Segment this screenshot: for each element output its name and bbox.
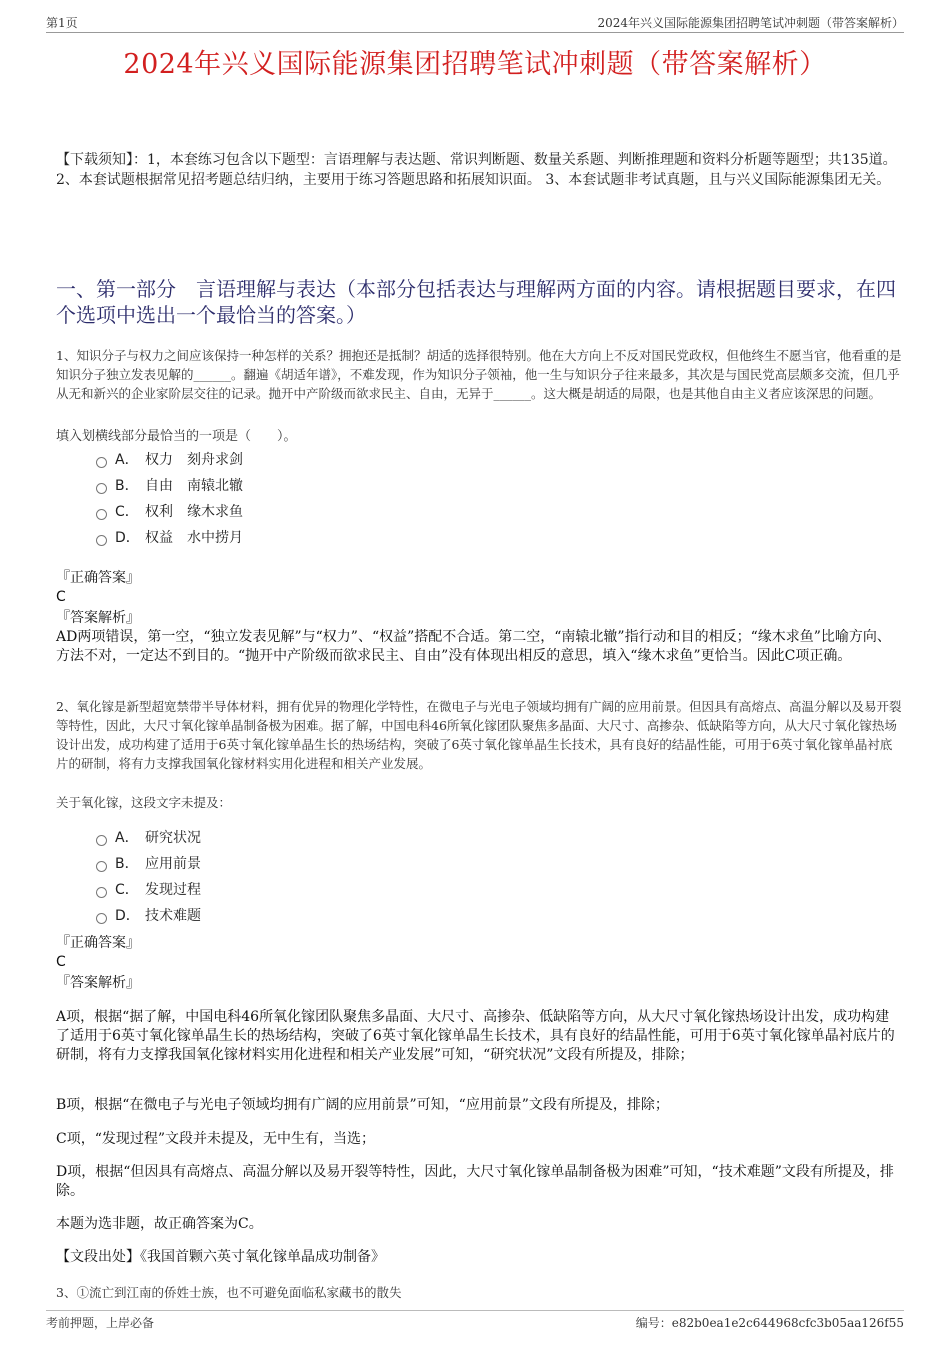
option-d[interactable]: D． 权益 水中捞月 (96, 524, 243, 550)
section-heading: 一、第一部分 言语理解与表达（本部分包括表达与理解两方面的内容。请根据题目要求，在四个选项中选出一个最恰当的答案。） (56, 277, 896, 327)
option-d[interactable]: D． 技术难题 (96, 902, 201, 928)
analysis-option-c: C项，“发现过程”文段并未提及，无中生有，当选； (56, 1131, 376, 1147)
footer-divider (46, 1310, 904, 1311)
option-b[interactable]: B． 自由 南辕北辙 (96, 472, 243, 498)
page-number: 第1页 (46, 16, 78, 30)
radio-icon[interactable] (96, 509, 107, 520)
question-1-options (96, 446, 243, 550)
header-divider (46, 32, 904, 33)
passage-source: 【文段出处】《我国首颗六英寸氧化镓单晶成功制备》 (56, 1249, 385, 1265)
document-code: 编号：e82b0ea1e2c644968cfc3b05aa126f55 (635, 1316, 904, 1330)
question-1-prompt: 填入划横线部分最恰当的一项是（ ）。 (56, 429, 297, 444)
analysis-label: 『答案解析』 (56, 610, 140, 626)
header-doc-title: 2024年兴义国际能源集团招聘笔试冲刺题（带答案解析） (597, 16, 904, 30)
radio-icon[interactable] (96, 835, 107, 846)
analysis-option-b: B项，根据“在微电子与光电子领域均拥有广阔的应用前景”可知，“应用前景”文段有所提及，排除； (56, 1097, 669, 1113)
question-2-text: 2、氧化镓是新型超宽禁带半导体材料，拥有优异的物理化学特性，在微电子与光电子领域均拥有广阔的应用前景。但因具有高熔点、高温分解以及易开裂等特性，因此，大尺寸氧化镓单晶制备极为困难。据了解，中国电科46所氧化镓团队聚焦多晶面、大尺寸、高掺杂、低缺陷等方向，从大尺寸氧化镓热场设计出发，成功构建了适用于6英寸氧化镓单晶生长的热场结构，突破了6英寸氧化镓单晶生长技术，具有良好的结晶性能，可用于6英寸氧化镓单晶衬底片的研制，将有力支撑我国氧化镓材料实用化进程和相关产业发展。 (56, 699, 902, 771)
analysis-option-a: A项，根据“据了解，中国电科46所氧化镓团队聚焦多晶面、大尺寸、高掺杂、低缺陷等方向，从大尺寸氧化镓热场设计出发，成功构建了适用于6英寸氧化镓单晶生长的热场结构，突破了6英寸氧化镓单晶生长技术，具有良好的结晶性能，可用于6英寸氧化镓单晶衬底片的研制，将有力支撑我国氧化镓材料实用化进程和相关产业发展”可知，“研究状况”文段有所提及，排除； (56, 1009, 895, 1063)
option-c[interactable]: C． 发现过程 (96, 876, 201, 902)
radio-icon[interactable] (96, 913, 107, 924)
radio-icon[interactable] (96, 861, 107, 872)
option-a[interactable]: A． 研究状况 (96, 824, 201, 850)
option-a[interactable]: A． 权力 刻舟求剑 (96, 446, 243, 472)
download-notice: 【下载须知】：1，本套练习包含以下题型：言语理解与表达题、常识判断题、数量关系题、判断推理题和资料分析题等题型；共135道。 2、本套试题根据常见招考题总结归纳，主要用于练习答题思路和拓展知识面。 3、本套试题非考试真题，且与兴义国际能源集团无关。 (56, 152, 897, 188)
answer-value: C (56, 954, 66, 970)
radio-icon[interactable] (96, 887, 107, 898)
radio-icon[interactable] (96, 457, 107, 468)
answer-label: 『正确答案』 (56, 935, 140, 951)
option-c[interactable]: C． 权利 缘木求鱼 (96, 498, 243, 524)
question-1-text: 1、知识分子与权力之间应该保持一种怎样的关系？拥抱还是抵制？胡适的选择很特别。他在大方向上不反对国民党政权，但他终生不愿当官，他看重的是知识分子独立发表见解的______。翻遍《胡适年谱》，不难发现，作为知识分子领袖，他一生与知识分子往来最多，其次是与国民党高层颇多交流，但几乎从无和新兴的企业家阶层交往的记录。抛开中产阶级而欲求民主、自由，无异于______。这大概是胡适的局限，也是其他自由主义者应该深思的问题。 (56, 348, 902, 401)
question-3-text: 3、①流亡到江南的侨姓士族，也不可避免面临私家藏书的散失 (56, 1285, 402, 1300)
radio-icon[interactable] (96, 483, 107, 494)
analysis-option-d: D项，根据“但因具有高熔点、高温分解以及易开裂等特性，因此，大尺寸氧化镓单晶制备极为困难”可知，“技术难题”文段有所提及，排除。 (56, 1164, 894, 1199)
analysis-conclusion: 本题为选非题，故正确答案为C。 (56, 1216, 263, 1232)
page-title: 2024年兴义国际能源集团招聘笔试冲刺题（带答案解析） (123, 49, 827, 80)
option-b[interactable]: B． 应用前景 (96, 850, 201, 876)
answer-value: C (56, 589, 66, 605)
question-1-analysis: AD两项错误，第一空，“独立发表见解”与“权力”、“权益”搭配不合适。第二空，“南辕北辙”指行动和目的相反；“缘木求鱼”比喻方向、方法不对，一定达不到目的。“抛开中产阶级而欲求民主、自由”没有体现出相反的意思，填入“缘木求鱼”更恰当。因此C项正确。 (56, 629, 891, 664)
answer-label: 『正确答案』 (56, 570, 140, 586)
footer-slogan: 考前押题，上岸必备 (46, 1316, 155, 1330)
question-2-prompt: 关于氧化镓，这段文字未提及： (56, 795, 232, 810)
radio-icon[interactable] (96, 535, 107, 546)
analysis-label: 『答案解析』 (56, 975, 140, 991)
question-2-options (96, 824, 201, 928)
